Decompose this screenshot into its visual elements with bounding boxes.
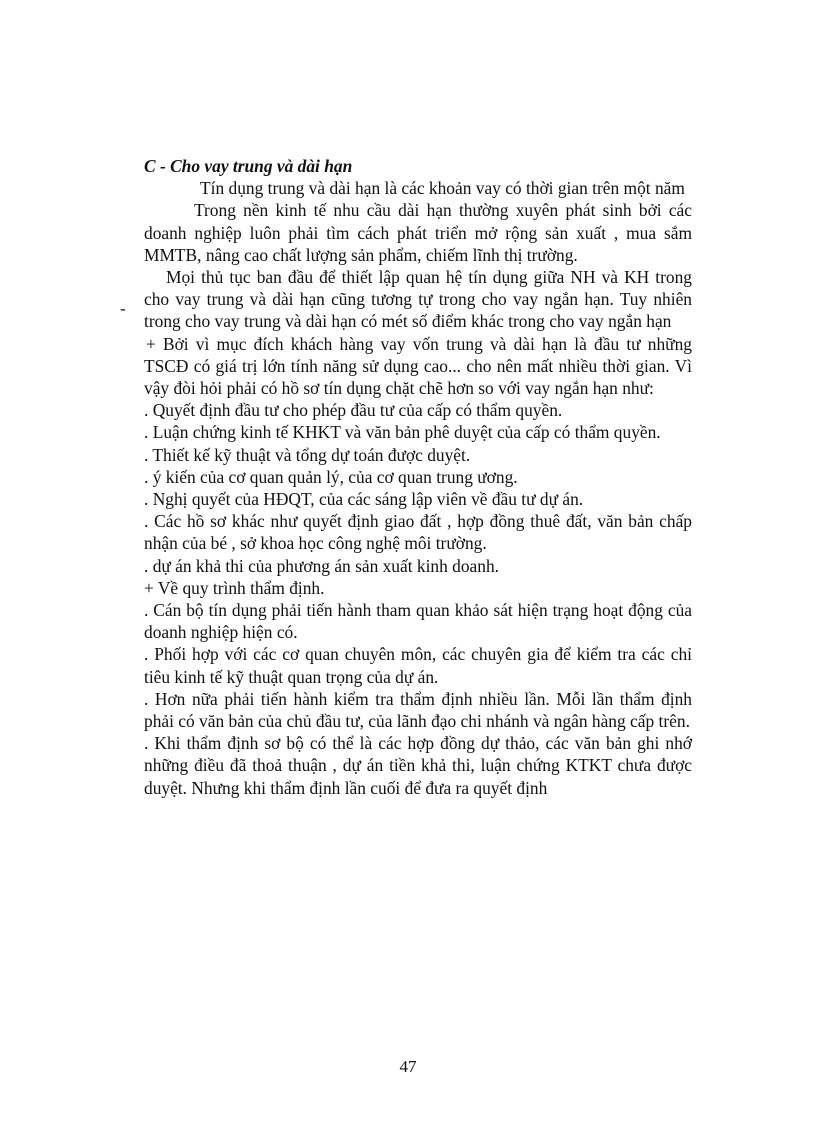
list-item: . Các hồ sơ khác như quyết định giao đất , hợp đồng thuê đất, văn bản chấp nhận của bé , sở khoa học công nghệ môi trường. — [144, 511, 692, 554]
document-body — [144, 155, 692, 799]
list-item: . Khi thẩm định sơ bộ có thể là các hợp đồng dự thảo, các văn bản ghi nhớ những điều đã thoả thuận , dự án tiền khả thi, luận chứng KTKT chưa được duyệt. Nhưng khi thẩm định lần cuối để đưa ra quyết định — [144, 733, 692, 798]
paragraph-demand: Trong nền kinh tế nhu cầu dài hạn thường xuyên phát sinh bởi các doanh nghiệp luôn phải tìm cách phát triển mở rộng sản xuất , mua sắm MMTB, nâng cao chất lượng sản phẩm, chiếm lĩnh thị trường. — [144, 200, 692, 265]
section-heading: C - Cho vay trung và dài hạn — [144, 156, 353, 176]
page-number: 47 — [399, 1057, 417, 1076]
list-item: . Nghị quyết của HĐQT, của các sáng lập viên về đầu tư dự án. — [144, 489, 584, 510]
paragraph-purpose: + Bởi vì mục đích khách hàng vay vốn trung và dài hạn là đầu tư những TSCĐ có giá trị lớn tính năng sử dụng cao... cho nên mất nhiều thời gian. Vì vậy đòi hỏi phải có hồ sơ tín dụng chặt chẽ hơn so với vay ngắn hạn như: — [144, 333, 692, 399]
list-item: . Luận chứng kinh tế KHKT và văn bản phê duyệt của cấp có thẩm quyền. — [144, 422, 661, 443]
list-item: . dự án khả thi của phương án sản xuất kinh doanh. — [144, 555, 500, 576]
paragraph-procedures: Mọi thủ tục ban đầu để thiết lập quan hệ tín dụng giữa NH và KH trong cho vay trung và dài hạn cũng tương tự trong cho vay ngắn hạn. Tuy nhiên trong cho vay trung và dài hạn có mét số điểm khác trong cho vay ngắn hạn — [144, 267, 692, 332]
dash-marker: - — [120, 299, 126, 318]
paragraph-definition: Tín dụng trung và dài hạn là các khoản vay có thời gian trên một năm — [200, 178, 685, 199]
list-item: . Quyết định đầu tư cho phép đầu tư của cấp có thẩm quyền. — [144, 400, 563, 421]
list-item: . Phối hợp với các cơ quan chuyên môn, các chuyên gia để kiểm tra các chỉ tiêu kinh tế kỹ thuật quan trọng của dự án. — [144, 644, 692, 687]
subsection-appraisal: + Về quy trình thẩm định. — [144, 577, 325, 598]
list-item: . Thiết kế kỹ thuật và tổng dự toán được duyệt. — [144, 444, 471, 465]
list-item: . Cán bộ tín dụng phải tiến hành tham quan khảo sát hiện trạng hoạt động của doanh nghiệp hiện có. — [144, 600, 692, 643]
list-item: . ý kiến của cơ quan quản lý, của cơ quan trung ương. — [144, 466, 518, 487]
list-item: . Hơn nữa phải tiến hành kiểm tra thẩm định nhiều lần. Mỗi lần thẩm định phải có văn bản của chủ đầu tư, của lãnh đạo chi nhánh và ngân hàng cấp trên. — [144, 688, 692, 732]
